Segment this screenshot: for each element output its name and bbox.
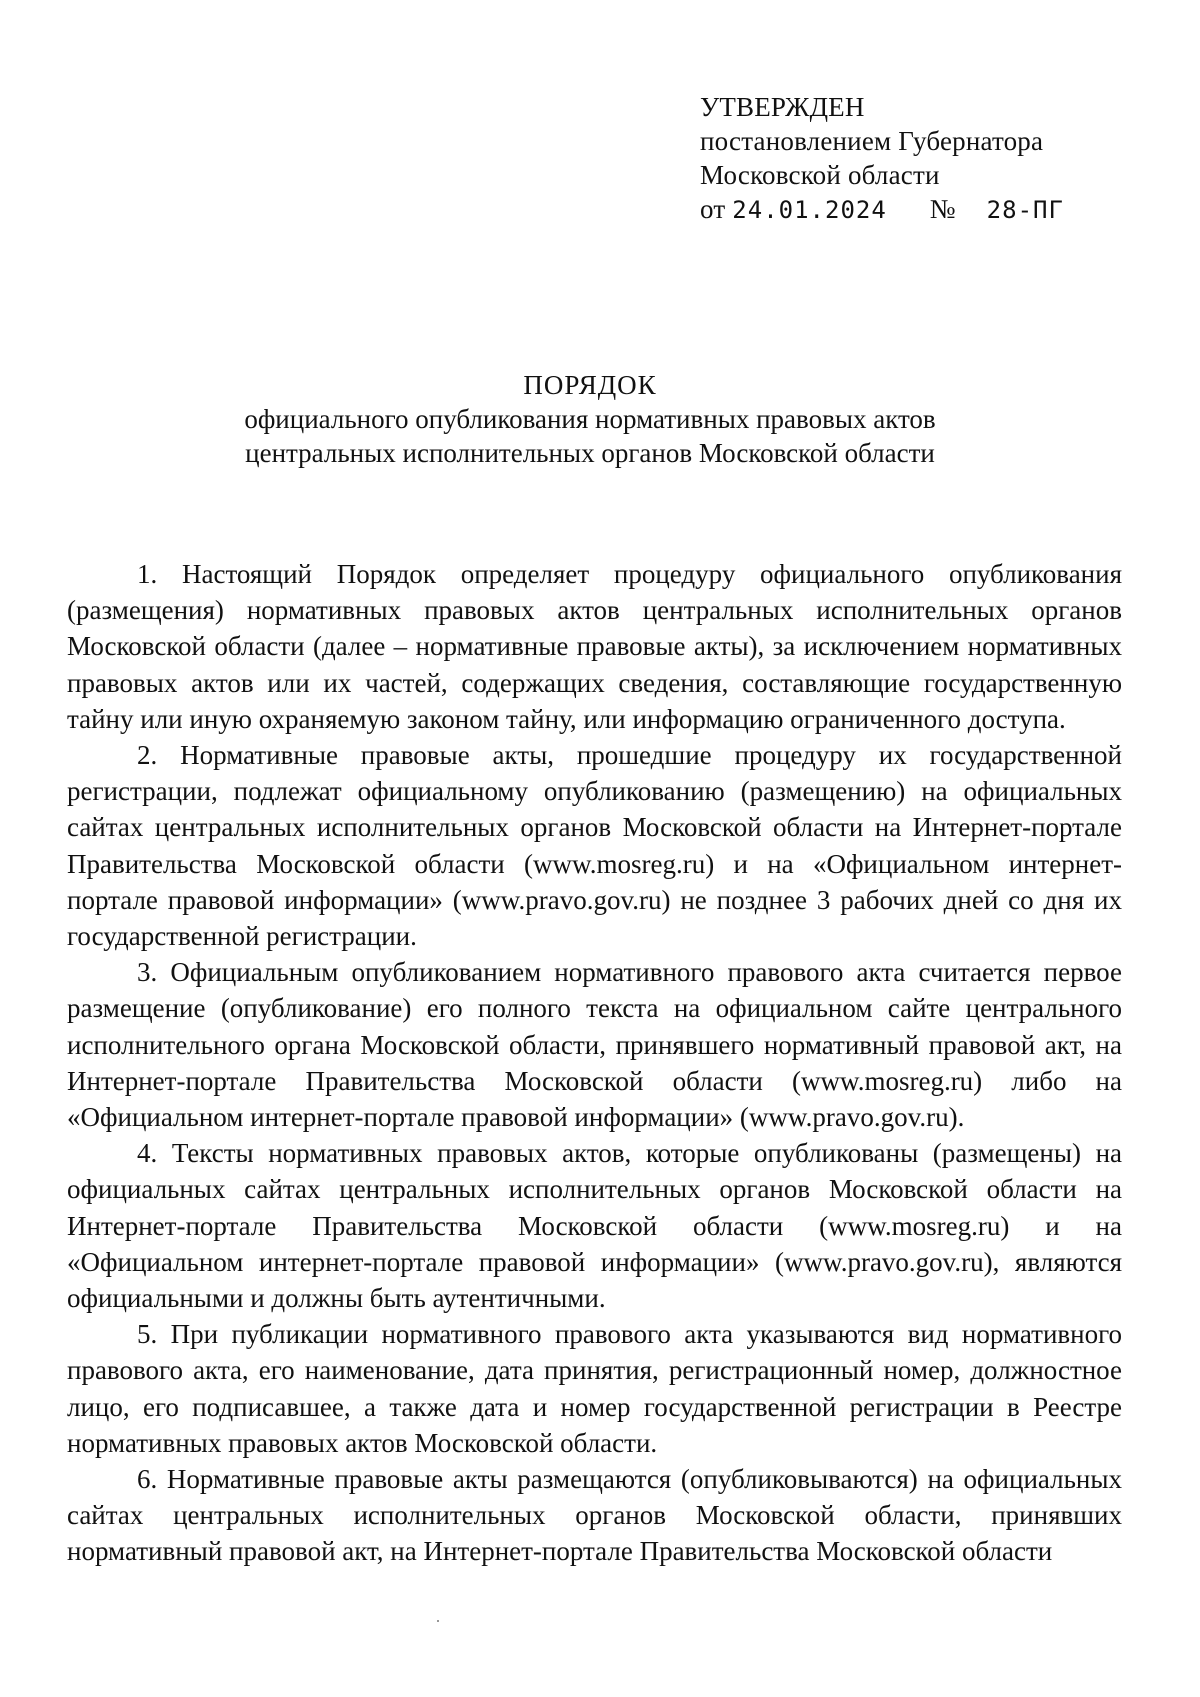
approval-number: 28-ПГ bbox=[986, 196, 1064, 224]
paragraph-2: 2. Нормативные правовые акты, прошедшие процедуру их государственной регистрации, подлежат официальному опубликованию (размещению) на официальных сайтах центральных исполнительных органов Московской области на Интернет-портале Правительства Московской области (www.mosreg.ru) и на «Официальном интернет-портале правовой информации» (www.pravo.gov.ru) не позднее 3 рабочих дней со дня их государственной регистрации. bbox=[67, 740, 1122, 952]
paragraph-4: 4. Тексты нормативных правовых актов, которые опубликованы (размещены) на официальных сайтах центральных исполнительных органов Московской области на Интернет-портале Правительства Московской области (www.mosreg.ru) и на «Официальном интернет-портале правовой информации» (www.pravo.gov.ru), являются официальными и должны быть аутентичными. bbox=[67, 1138, 1122, 1314]
document-title bbox=[0, 368, 1180, 470]
paragraph-5: 5. При публикации нормативного правового акта указываются вид нормативного правового акта, его наименование, дата принятия, регистрационный номер, должностное лицо, его подписавшее, а также дата и номер государственной регистрации в Реестре нормативных правовых актов Московской области. bbox=[67, 1319, 1122, 1458]
approval-region: Московской области bbox=[700, 160, 940, 190]
title-subtitle-line-1: официального опубликования нормативных правовых актов bbox=[244, 404, 936, 434]
approval-date-prefix: от bbox=[700, 194, 726, 224]
approval-date-line bbox=[700, 192, 1120, 227]
approval-stamp bbox=[700, 90, 1120, 227]
scan-speck bbox=[437, 1620, 439, 1622]
approval-authority: постановлением Губернатора bbox=[700, 126, 1044, 156]
title-heading: ПОРЯДОК bbox=[523, 370, 657, 400]
document-body bbox=[67, 556, 1122, 1570]
paragraph-6: 6. Нормативные правовые акты размещаются (опубликовываются) на официальных сайтах центральных исполнительных органов Московской области, принявших нормативный правовой акт, на Интернет-портале Правительства Московской области bbox=[67, 1464, 1122, 1567]
approval-title: УТВЕРЖДЕН bbox=[700, 92, 865, 122]
title-subtitle-line-2: центральных исполнительных органов Московской области bbox=[245, 438, 935, 468]
approval-number-sign: № bbox=[929, 194, 956, 224]
paragraph-3: 3. Официальным опубликованием нормативного правового акта считается первое размещение (опубликование) его полного текста на официальном сайте центрального исполнительного органа Московской области, принявшего нормативный правовой акт, на Интернет-портале Правительства Московской области (www.mosreg.ru) либо на «Официальном интернет-портале правовой информации» (www.pravo.gov.ru). bbox=[67, 957, 1122, 1133]
approval-date: 24.01.2024 bbox=[732, 196, 887, 224]
paragraph-1: 1. Настоящий Порядок определяет процедуру официального опубликования (размещения) нормативных правовых актов центральных исполнительных органов Московской области (далее – нормативные правовые акты), за исключением нормативных правовых актов или их частей, содержащих сведения, составляющие государственную тайну или иную охраняемую законом тайну, или информацию ограниченного доступа. bbox=[67, 559, 1122, 734]
